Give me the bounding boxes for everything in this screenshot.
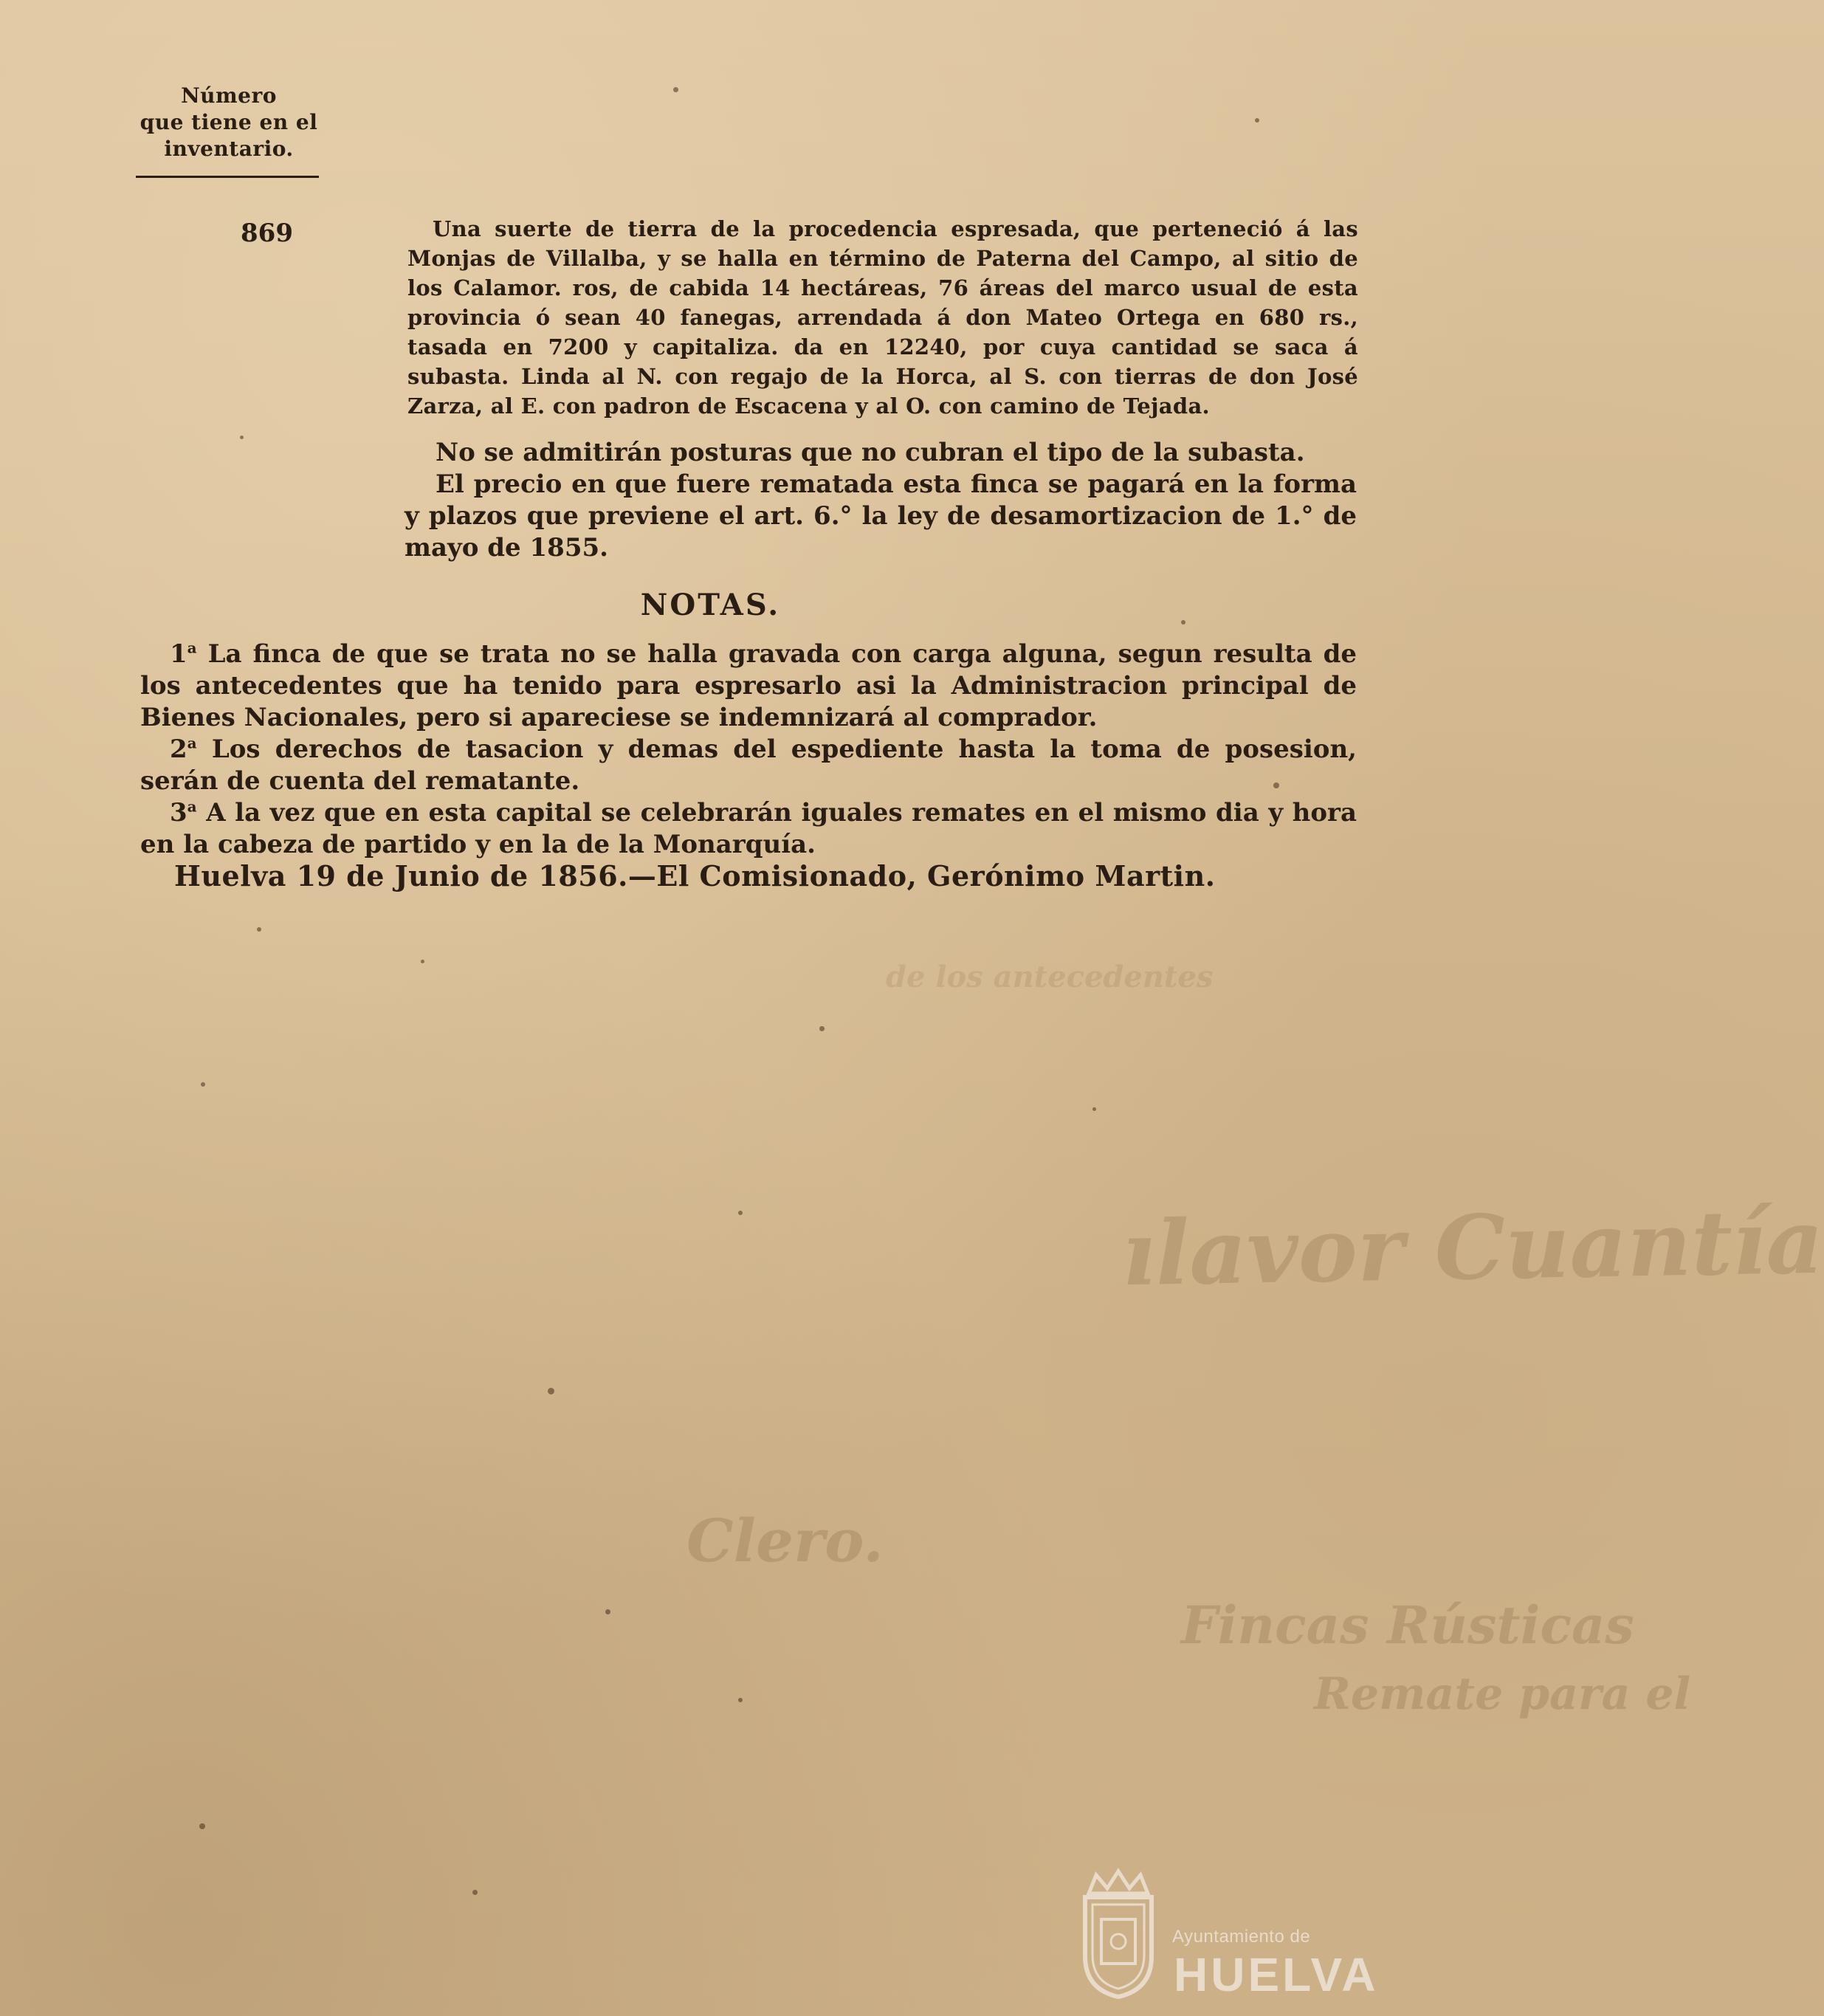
reverse-side-bleed: Clero.	[686, 1506, 884, 1575]
paper-speck	[738, 1211, 743, 1215]
lot-number: 869	[241, 219, 293, 248]
note-marker-suffix: a	[187, 639, 197, 657]
condition-paragraph: El precio en que fuere rematada esta finca se pagará en la forma y plazos que previene el art. 6.° la ley de desamortizacion de 1.° de mayo de 1855.	[405, 469, 1357, 563]
note-marker: 2	[170, 735, 187, 764]
paper-speck	[1092, 1107, 1096, 1111]
inventory-column-header	[133, 83, 325, 178]
archive-watermark	[1070, 1868, 1379, 2008]
note-marker-suffix: a	[187, 734, 197, 752]
reverse-side-bleed: ılavor Cuantía	[1121, 1189, 1824, 1307]
reverse-side-bleed: Fincas Rústicas	[1181, 1594, 1634, 1656]
lot-description: Una suerte de tierra de la procedencia espresada, que perteneció á las Monjas de Villalba, y se halla en término de Paterna del Campo, al sitio de los Calamor. ros, de cabida 14 hectáreas, 76 áreas del marco usual de esta provincia ó sean 40 fanegas, arrendada á don Mateo Ortega en 680 rs., tasada en 7200 y capitaliza. da en 12240, por cuya cantidad se saca á subasta. Linda al N. con regajo de la Horca, al S. con tierras de don José Zarza, al E. con padron de Escacena y al O. con camino de Tejada.	[407, 216, 1358, 419]
note-item	[140, 797, 1357, 861]
note-text: A la vez que en esta capital se celebrarán iguales remates en el mismo dia y hora en la cabeza de partido y en la de la Monarquía.	[140, 798, 1357, 859]
note-marker: 1	[170, 639, 187, 669]
paper-speck	[738, 1698, 743, 1702]
reverse-side-bleed: de los antecedentes	[886, 960, 1214, 994]
paper-speck	[472, 1890, 478, 1895]
paper-speck	[257, 927, 261, 932]
signature-line: Huelva 19 de Junio de 1856.—El Comisionado, Gerónimo Martin.	[174, 859, 1216, 892]
paper-speck	[1273, 782, 1279, 788]
paper-speck	[240, 436, 244, 439]
note-item	[140, 734, 1357, 797]
note-text: Los derechos de tasacion y demas del espediente hasta la toma de posesion, serán de cuenta del rematante.	[140, 735, 1357, 796]
header-line: inventario.	[164, 137, 294, 161]
paper-speck	[819, 1026, 825, 1031]
note-marker-suffix: a	[187, 797, 197, 816]
note-text: La finca de que se trata no se halla gravada con carga alguna, segun resulta de los antecedentes que ha tenido para espresarlo asi la Administracion principal de Bienes Nacionales, pero si apareciese se indemnizará al comprador.	[140, 639, 1357, 732]
paper-speck	[605, 1609, 610, 1614]
notes-list	[140, 639, 1357, 861]
watermark-big-text: HUELVA	[1174, 1948, 1379, 2001]
notes-title: NOTAS.	[640, 588, 781, 622]
auction-conditions	[405, 437, 1357, 564]
header-line: que tiene en el	[140, 110, 318, 134]
paper-speck	[421, 960, 424, 963]
header-rule	[136, 176, 319, 178]
note-marker: 3	[170, 798, 187, 828]
note-item	[140, 639, 1357, 734]
paper-speck	[673, 87, 678, 92]
watermark-small-text: Ayuntamiento de	[1172, 1927, 1311, 1947]
paper-speck	[199, 1823, 205, 1829]
paper-speck	[201, 1082, 205, 1087]
condition-paragraph: No se admitirán posturas que no cubran el tipo de la subasta.	[436, 438, 1305, 467]
header-line: Número	[181, 83, 277, 108]
paper-speck	[548, 1388, 554, 1394]
paper-speck	[1255, 118, 1259, 123]
reverse-side-bleed: Remate para el	[1314, 1668, 1691, 1720]
huelva-crest-icon	[1070, 1868, 1166, 2000]
paper-speck	[1181, 620, 1185, 625]
